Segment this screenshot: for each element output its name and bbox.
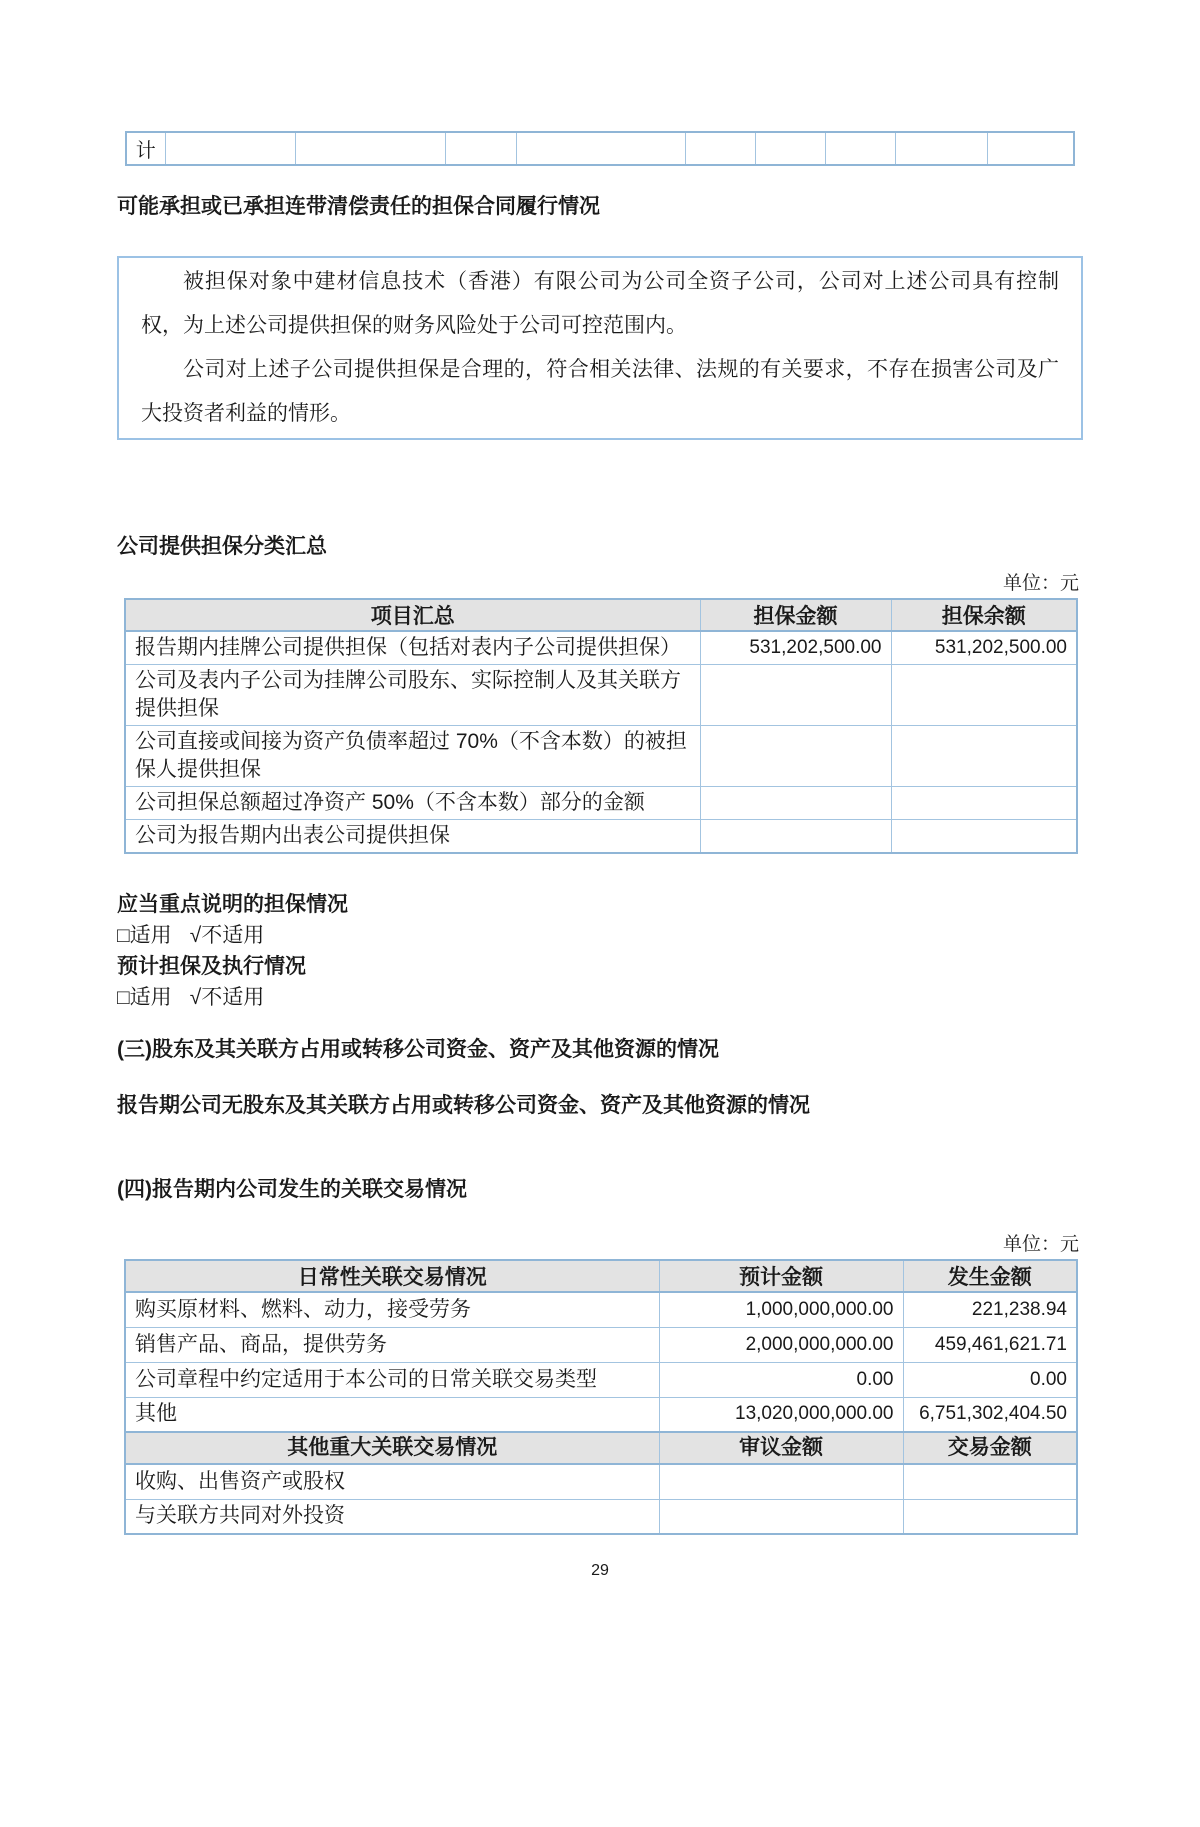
table-row <box>126 132 1074 165</box>
section-3-body: 报告期公司无股东及其关联方占用或转移公司资金、资产及其他资源的情况 <box>117 1094 810 1117</box>
empty-cell <box>755 132 825 165</box>
amount-cell <box>700 787 891 820</box>
table-row <box>125 631 1077 665</box>
balance-cell <box>891 787 1077 820</box>
related-transactions-table <box>124 1259 1078 1535</box>
empty-cell <box>685 132 755 165</box>
item-cell: 购买原材料、燃料、动力，接受劳务 <box>125 1292 659 1327</box>
expected-amount-cell: 1,000,000,000.00 <box>659 1292 903 1327</box>
table-row <box>125 1327 1077 1362</box>
total-label-cell: 计 <box>126 132 165 165</box>
actual-amount-cell: 0.00 <box>903 1362 1077 1397</box>
traded-amount-cell <box>903 1464 1077 1499</box>
item-cell: 销售产品、商品，提供劳务 <box>125 1327 659 1362</box>
unit-label: 单位：元 <box>1002 573 1079 594</box>
column-header-reviewed-amount: 审议金额 <box>659 1432 903 1464</box>
expected-amount-cell: 0.00 <box>659 1362 903 1397</box>
page-number: 29 <box>591 1562 609 1579</box>
table-row <box>125 1362 1077 1397</box>
section-3-heading: (三)股东及其关联方占用或转移公司资金、资产及其他资源的情况 <box>117 1038 719 1061</box>
column-header-expected-amount: 预计金额 <box>659 1260 903 1292</box>
empty-cell <box>516 132 685 165</box>
empty-cell <box>895 132 987 165</box>
balance-cell: 531,202,500.00 <box>891 631 1077 665</box>
checkbox-applicable: □适用 <box>117 986 172 1009</box>
item-cell: 公司为报告期内出表公司提供担保 <box>125 820 700 854</box>
empty-cell <box>295 132 445 165</box>
traded-amount-cell <box>903 1499 1077 1534</box>
item-cell: 公司章程中约定适用于本公司的日常关联交易类型 <box>125 1362 659 1397</box>
item-cell: 报告期内挂牌公司提供担保（包括对表内子公司提供担保） <box>125 631 700 665</box>
amount-cell <box>700 665 891 726</box>
amount-cell: 531,202,500.00 <box>700 631 891 665</box>
table-row <box>125 820 1077 854</box>
table-row <box>125 1397 1077 1432</box>
checked-not-applicable: √不适用 <box>189 924 265 947</box>
empty-cell <box>825 132 895 165</box>
guarantee-contract-heading: 可能承担或已承担连带清偿责任的担保合同履行情况 <box>117 195 600 218</box>
item-cell: 公司直接或间接为资产负债率超过 70%（不含本数）的被担保人提供担保 <box>125 726 700 787</box>
column-header-amount: 担保金额 <box>700 599 891 631</box>
column-header-major-transactions: 其他重大关联交易情况 <box>125 1432 659 1464</box>
item-cell: 其他 <box>125 1397 659 1432</box>
guarantee-statement-box <box>117 256 1083 440</box>
table-row <box>125 1499 1077 1534</box>
item-cell: 与关联方共同对外投资 <box>125 1499 659 1534</box>
empty-cell <box>987 132 1074 165</box>
actual-amount-cell: 6,751,302,404.50 <box>903 1397 1077 1432</box>
amount-cell <box>700 820 891 854</box>
expected-guarantee-heading: 预计担保及执行情况 <box>117 955 306 978</box>
table-row <box>125 665 1077 726</box>
balance-cell <box>891 665 1077 726</box>
column-header-actual-amount: 发生金额 <box>903 1260 1077 1292</box>
empty-cell <box>445 132 516 165</box>
table-header-row <box>125 1260 1077 1292</box>
table-header-row <box>125 599 1077 631</box>
checked-not-applicable: √不适用 <box>189 986 265 1009</box>
column-header-traded-amount: 交易金额 <box>903 1432 1077 1464</box>
item-cell: 收购、出售资产或股权 <box>125 1464 659 1499</box>
balance-cell <box>891 726 1077 787</box>
table-row <box>125 1464 1077 1499</box>
reviewed-amount-cell <box>659 1464 903 1499</box>
guarantee-summary-table <box>124 598 1078 854</box>
section-4-heading: (四)报告期内公司发生的关联交易情况 <box>117 1178 467 1201</box>
column-header-daily-transactions: 日常性关联交易情况 <box>125 1260 659 1292</box>
table-row <box>125 1292 1077 1327</box>
table-row <box>125 726 1077 787</box>
statement-paragraph: 被担保对象中建材信息技术（香港）有限公司为公司全资子公司，公司对上述公司具有控制权，为上述公司提供担保的财务风险处于公司可控范围内。 <box>141 270 1059 337</box>
actual-amount-cell: 221,238.94 <box>903 1292 1077 1327</box>
checkbox-applicable: □适用 <box>117 924 172 947</box>
expected-amount-cell: 13,020,000,000.00 <box>659 1397 903 1432</box>
continued-table-fragment <box>125 131 1075 166</box>
expected-amount-cell: 2,000,000,000.00 <box>659 1327 903 1362</box>
item-cell: 公司担保总额超过净资产 50%（不含本数）部分的金额 <box>125 787 700 820</box>
actual-amount-cell: 459,461,621.71 <box>903 1327 1077 1362</box>
statement-paragraph: 公司对上述子公司提供担保是合理的，符合相关法律、法规的有关要求，不存在损害公司及广大投资者利益的情形。 <box>141 358 1059 425</box>
column-header-balance: 担保余额 <box>891 599 1077 631</box>
applicability-line <box>117 920 1083 951</box>
applicability-line <box>117 982 1083 1013</box>
amount-cell <box>700 726 891 787</box>
table-row <box>125 787 1077 820</box>
reviewed-amount-cell <box>659 1499 903 1534</box>
empty-cell <box>165 132 295 165</box>
column-header-item: 项目汇总 <box>125 599 700 631</box>
unit-label: 单位：元 <box>1002 1234 1079 1255</box>
guarantee-summary-heading: 公司提供担保分类汇总 <box>117 535 327 558</box>
balance-cell <box>891 820 1077 854</box>
item-cell: 公司及表内子公司为挂牌公司股东、实际控制人及其关联方提供担保 <box>125 665 700 726</box>
important-guarantee-heading: 应当重点说明的担保情况 <box>117 893 348 916</box>
table-subheader-row <box>125 1432 1077 1464</box>
